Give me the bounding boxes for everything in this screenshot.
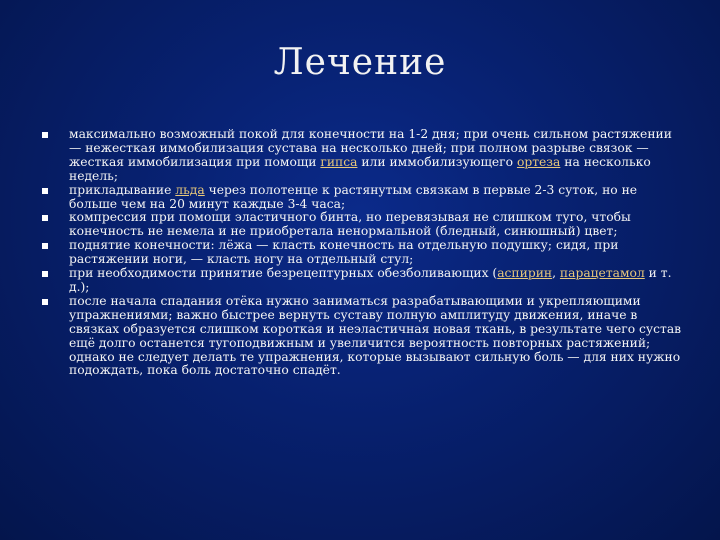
bullet-item xyxy=(42,184,682,212)
inline-link[interactable]: парацетамол xyxy=(559,266,645,281)
inline-link[interactable]: льда xyxy=(175,182,205,197)
bullet-text: на несколько недель; xyxy=(69,154,651,183)
bullet-item xyxy=(42,239,682,267)
bullet-text: прикладывание xyxy=(69,182,176,197)
bullet-text: и т. д.); xyxy=(69,266,672,294)
bullet-text: компрессия при помощи эластичного бинта, но перевязывая не слишком туго, чтобы конечность не немела и не приобретала ненормальной (бледный, синюшный) цвет; xyxy=(69,210,631,239)
square-bullet-icon xyxy=(42,215,48,221)
bullet-item xyxy=(42,295,682,378)
bullet-list xyxy=(42,128,682,378)
bullet-text: поднятие конечности: лёжа — класть конечность на отдельную подушку; сидя, при растяжении ноги, — класть ногу на отдельный стул; xyxy=(69,238,619,267)
inline-link[interactable]: ортеза xyxy=(516,154,561,169)
bullet-text: или иммобилизующего xyxy=(357,154,517,169)
square-bullet-icon xyxy=(42,243,48,249)
inline-link[interactable]: гипса xyxy=(320,154,358,169)
bullet-text: через полотенце к растянутым связкам в первые 2-3 суток, но не больше чем на 20 минут каждые 3-4 часа; xyxy=(69,182,638,211)
square-bullet-icon xyxy=(42,132,48,138)
square-bullet-icon xyxy=(42,271,48,277)
bullet-item xyxy=(42,267,682,295)
bullet-text: максимально возможный покой для конечности на 1-2 дня; при очень сильном растяжении — нежесткая иммобилизация сустава на несколько дней; при полном разрыве связок — жесткая иммобилизация при помощи xyxy=(69,127,672,169)
bullet-item xyxy=(42,211,682,239)
bullet-text: , xyxy=(552,266,560,281)
inline-link[interactable]: аспирин xyxy=(497,266,553,281)
bullet-text: при необходимости принятие безрецептурных обезболивающих ( xyxy=(69,266,498,281)
slide-title: Лечение xyxy=(273,42,447,83)
bullet-item xyxy=(42,128,682,184)
square-bullet-icon xyxy=(42,188,48,194)
bullet-text: после начала спадания отёка нужно заниматься разрабатывающими и укрепляющими упражнениями; важно быстрее вернуть суставу полную амплитуду движения, иначе в связках образуется слишком короткая и неэластичная новая ткань, в результате чего сустав ещё долго останется тугоподвижным и увеличится вероятность повторных растяжений; однако не следует делать те упражнения, которые вызывают сильную боль — для них нужно подождать, пока боль достаточно спадёт. xyxy=(69,293,682,378)
square-bullet-icon xyxy=(42,299,48,305)
